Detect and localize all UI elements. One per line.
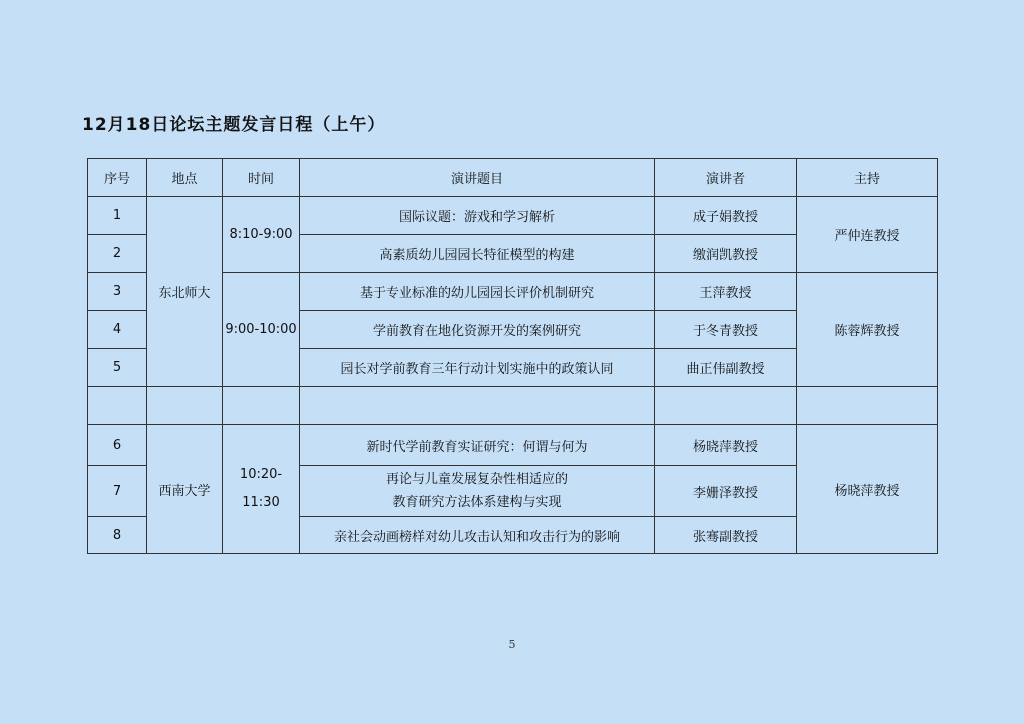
row-number: 1 bbox=[88, 197, 147, 235]
topic-cell: 新时代学前教育实证研究：何谓与何为 bbox=[300, 425, 655, 466]
header-topic: 演讲题目 bbox=[300, 159, 655, 197]
header-host: 主持 bbox=[797, 159, 938, 197]
row-number: 6 bbox=[88, 425, 147, 466]
time-line: 10:20- bbox=[239, 467, 283, 482]
time-line: 11:30 bbox=[242, 495, 280, 510]
empty-cell bbox=[147, 387, 223, 425]
header-no: 序号 bbox=[88, 159, 147, 197]
topic-line: 再论与儿童发展复杂性相适应的 bbox=[385, 472, 568, 487]
row-number: 8 bbox=[88, 517, 147, 554]
speaker-cell: 缴润凯教授 bbox=[655, 235, 797, 273]
place-cell: 东北师大 bbox=[147, 197, 223, 387]
place-cell: 西南大学 bbox=[147, 425, 223, 554]
topic-cell: 园长对学前教育三年行动计划实施中的政策认同 bbox=[300, 349, 655, 387]
speaker-cell: 杨晓萍教授 bbox=[655, 425, 797, 466]
speaker-cell: 王萍教授 bbox=[655, 273, 797, 311]
topic-cell: 学前教育在地化资源开发的案例研究 bbox=[300, 311, 655, 349]
empty-cell bbox=[655, 387, 797, 425]
schedule-table bbox=[87, 158, 938, 554]
topic-cell: 基于专业标准的幼儿园园长评价机制研究 bbox=[300, 273, 655, 311]
empty-cell bbox=[797, 387, 938, 425]
speaker-cell: 张骞副教授 bbox=[655, 517, 797, 554]
empty-cell bbox=[300, 387, 655, 425]
topic-cell: 高素质幼儿园园长特征模型的构建 bbox=[300, 235, 655, 273]
host-cell: 陈蓉辉教授 bbox=[797, 273, 938, 387]
speaker-cell: 曲正伟副教授 bbox=[655, 349, 797, 387]
row-number: 7 bbox=[88, 466, 147, 517]
header-speaker: 演讲者 bbox=[655, 159, 797, 197]
host-cell: 杨晓萍教授 bbox=[797, 425, 938, 554]
speaker-cell: 成子娟教授 bbox=[655, 197, 797, 235]
speaker-cell: 于冬青教授 bbox=[655, 311, 797, 349]
page-title: 12月18日论坛主题发言日程（上午） bbox=[82, 115, 386, 135]
header-time: 时间 bbox=[223, 159, 300, 197]
speaker-cell: 李姗泽教授 bbox=[655, 466, 797, 517]
empty-cell bbox=[88, 387, 147, 425]
table-row bbox=[88, 197, 938, 235]
empty-row bbox=[88, 387, 938, 425]
time-cell: 8:10-9:00 bbox=[223, 197, 300, 273]
host-cell: 严仲连教授 bbox=[797, 197, 938, 273]
row-number: 4 bbox=[88, 311, 147, 349]
topic-cell bbox=[300, 466, 655, 517]
row-number: 3 bbox=[88, 273, 147, 311]
page-number: 5 bbox=[508, 638, 516, 651]
topic-cell: 国际议题：游戏和学习解析 bbox=[300, 197, 655, 235]
table-header-row bbox=[88, 159, 938, 197]
table-row bbox=[88, 425, 938, 466]
row-number: 2 bbox=[88, 235, 147, 273]
empty-cell bbox=[223, 387, 300, 425]
header-place: 地点 bbox=[147, 159, 223, 197]
topic-cell: 亲社会动画榜样对幼儿攻击认知和攻击行为的影响 bbox=[300, 517, 655, 554]
time-cell bbox=[223, 425, 300, 554]
time-cell: 9:00-10:00 bbox=[223, 273, 300, 387]
topic-line: 教育研究方法体系建构与实现 bbox=[392, 495, 562, 510]
row-number: 5 bbox=[88, 349, 147, 387]
